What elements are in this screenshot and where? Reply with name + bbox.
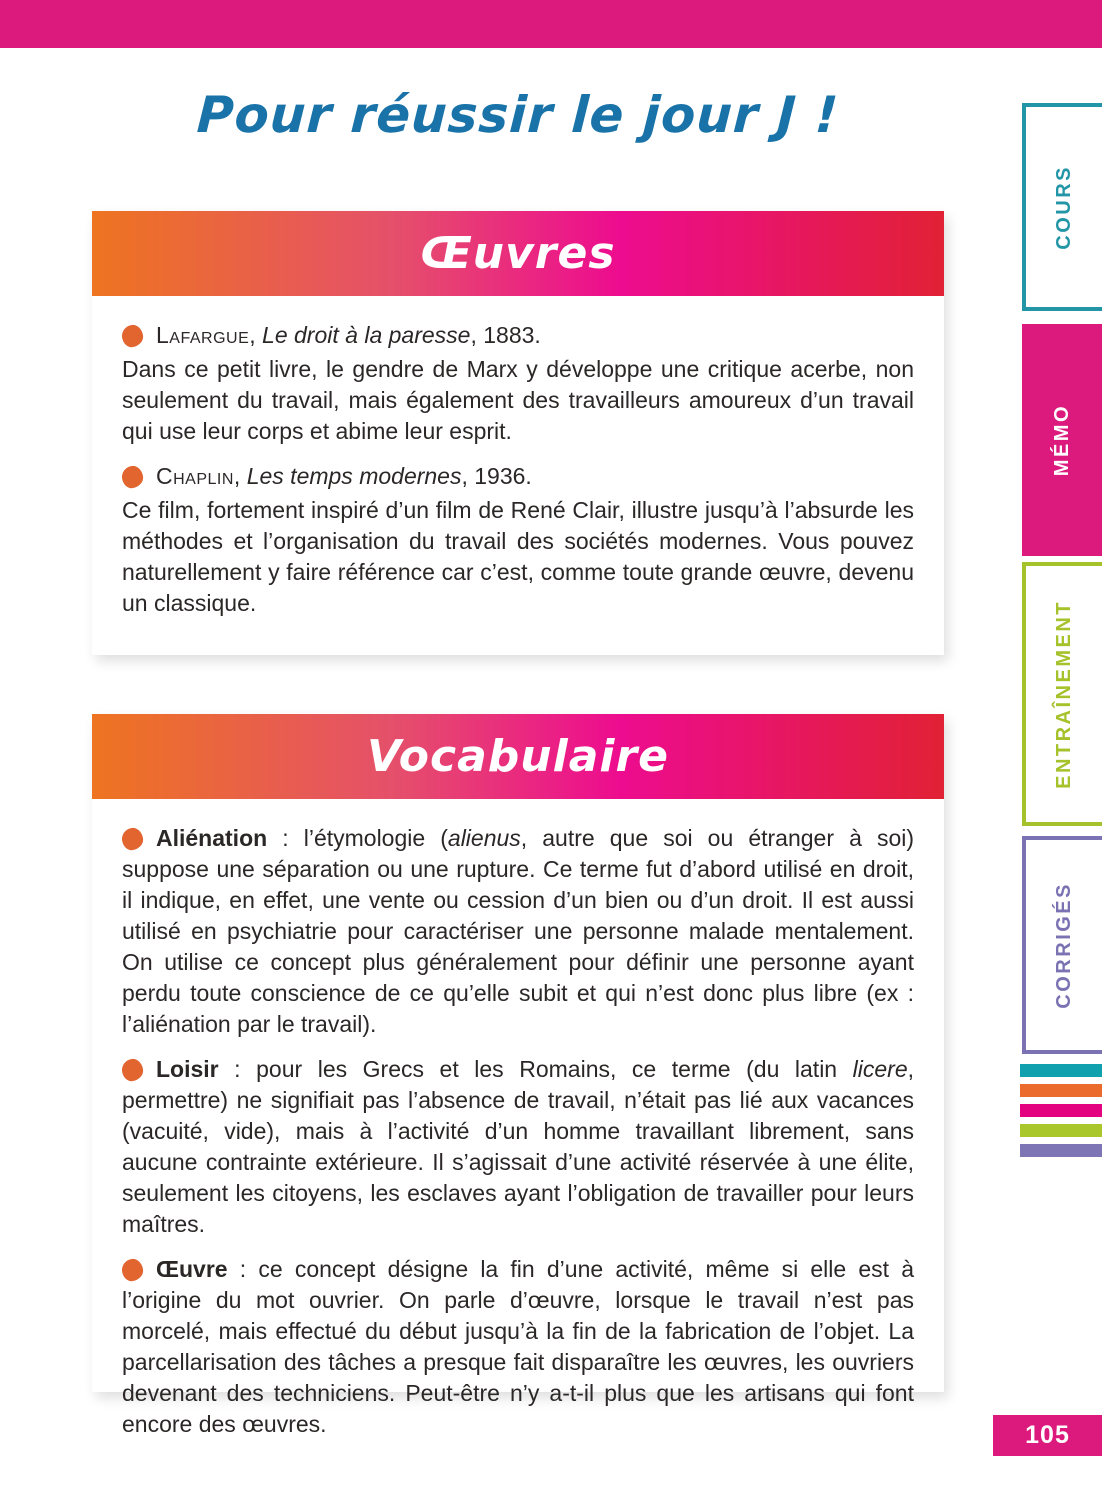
term-separator: : bbox=[218, 1056, 257, 1082]
vocab-term: Œuvre bbox=[156, 1256, 228, 1282]
sidebar-tab-label: CORRIGÉS bbox=[1052, 881, 1075, 1009]
sidebar-tab-label: MÉMO bbox=[1050, 403, 1073, 477]
oeuvres-card-body bbox=[92, 296, 944, 619]
work-year: , 1936. bbox=[461, 463, 532, 489]
definition-text: l’étymologie ( bbox=[303, 825, 448, 851]
sidebar-tab-memo-active[interactable] bbox=[1022, 324, 1102, 556]
term-separator: : bbox=[267, 825, 304, 851]
author-name: Chaplin bbox=[156, 463, 234, 489]
definition-text: pour les Grecs et les Romains, ce terme (du latin bbox=[256, 1056, 853, 1082]
bullet-icon bbox=[121, 1058, 145, 1083]
work-year: , 1883. bbox=[470, 322, 541, 348]
author-separator: , bbox=[233, 463, 247, 489]
work-entry-head bbox=[122, 320, 914, 351]
oeuvres-card-header: Œuvres bbox=[92, 211, 944, 296]
term-separator: : bbox=[227, 1256, 259, 1282]
top-accent-bar bbox=[0, 0, 1102, 48]
color-bar-teal bbox=[1020, 1064, 1102, 1077]
author-separator: , bbox=[249, 322, 263, 348]
color-bar-orange bbox=[1020, 1084, 1102, 1097]
vocab-entry-alienation bbox=[122, 823, 914, 1040]
work-entry-head bbox=[122, 461, 914, 492]
definition-text: , permettre) ne signifiait pas l’absence de travail, n’était pas lié aux vacances (vacuité, vide), mais à l’activité d’un homme travaillant librement, sans aucune contrainte extérieure. Il s’agissait d’une activité réservée à une élite, seulement les citoyens, les esclaves ayant l’obligation de travailler pour leurs maîtres. bbox=[122, 1056, 915, 1237]
bullet-icon bbox=[121, 827, 145, 852]
definition-text: ce concept désigne la fin d’une activité, même si elle est à l’origine du mot ouvrier. On parle d’œuvre, lorsque le travail n’est pas morcelé, mais effectué du début jusqu’à la fin de la fabrication de l’objet. La parcellarisation des tâches a presque fait disparaître les œuvres, les ouvriers devenant des techniciens. Peut-être n’y a-t-il plus que les artisans qui font encore des œuvres. bbox=[122, 1256, 915, 1437]
sidebar-tab-corriges[interactable] bbox=[1022, 836, 1102, 1054]
sidebar-tab-cours[interactable] bbox=[1022, 103, 1102, 311]
color-bar-magenta bbox=[1020, 1104, 1102, 1117]
sidebar-tab-entrainement[interactable] bbox=[1022, 562, 1102, 826]
vocabulaire-card bbox=[92, 714, 944, 1437]
oeuvres-card bbox=[92, 211, 944, 655]
color-bar-purple bbox=[1020, 1144, 1102, 1157]
sidebar-tab-label: ENTRAÎNEMENT bbox=[1052, 599, 1075, 789]
page-number: 105 bbox=[1025, 1421, 1070, 1449]
vocab-entry-loisir bbox=[122, 1054, 914, 1240]
page-number-badge bbox=[993, 1415, 1102, 1456]
sidebar-tab-label: COURS bbox=[1052, 164, 1075, 250]
color-bar-green bbox=[1020, 1124, 1102, 1137]
latin-term: alienus bbox=[447, 825, 521, 851]
bullet-icon bbox=[121, 324, 145, 349]
author-name: Lafargue bbox=[156, 322, 250, 348]
work-entry-lafargue bbox=[122, 320, 914, 447]
vocabulaire-card-header: Vocabulaire bbox=[92, 714, 944, 799]
definition-text: , autre que soi ou étranger à soi) suppose une séparation ou une rupture. Ce terme fut d’abord utilisé en droit, il indique, en effet, une vente ou cession d’un bien ou d’un droit. Il est aussi utilisé en psychiatrie pour caractériser une personne malade mentalement. On utilise ce concept plus généralement pour définir une personne ayant perdu toute conscience de ce qu’elle subit et qui n’est donc plus libre (ex : l’aliénation par le travail). bbox=[122, 825, 915, 1037]
vocab-term: Loisir bbox=[156, 1056, 219, 1082]
vocab-term: Aliénation bbox=[156, 825, 268, 851]
work-title: Le droit à la paresse bbox=[262, 322, 471, 348]
vocabulaire-card-body bbox=[92, 799, 944, 1440]
work-entry-description: Ce film, fortement inspiré d’un film de René Clair, illustre jusqu’à l’absurde les méthodes et l’organisation du travail des sociétés modernes. Vous pouvez naturellement y faire référence car c’est, comme toute grande œuvre, devenu un classique. bbox=[122, 497, 914, 616]
work-title: Les temps modernes bbox=[246, 463, 462, 489]
work-entry-chaplin bbox=[122, 461, 914, 619]
vocab-entry-oeuvre bbox=[122, 1254, 914, 1440]
bullet-icon bbox=[121, 465, 145, 490]
latin-term: licere bbox=[852, 1056, 908, 1082]
page-title: Pour réussir le jour J ! bbox=[195, 86, 841, 144]
bullet-icon bbox=[121, 1258, 145, 1283]
work-entry-description: Dans ce petit livre, le gendre de Marx y développe une critique acerbe, non seulement du travail, mais également des travailleurs amoureux d’un travail qui use leur corps et abime leur esprit. bbox=[122, 356, 914, 444]
